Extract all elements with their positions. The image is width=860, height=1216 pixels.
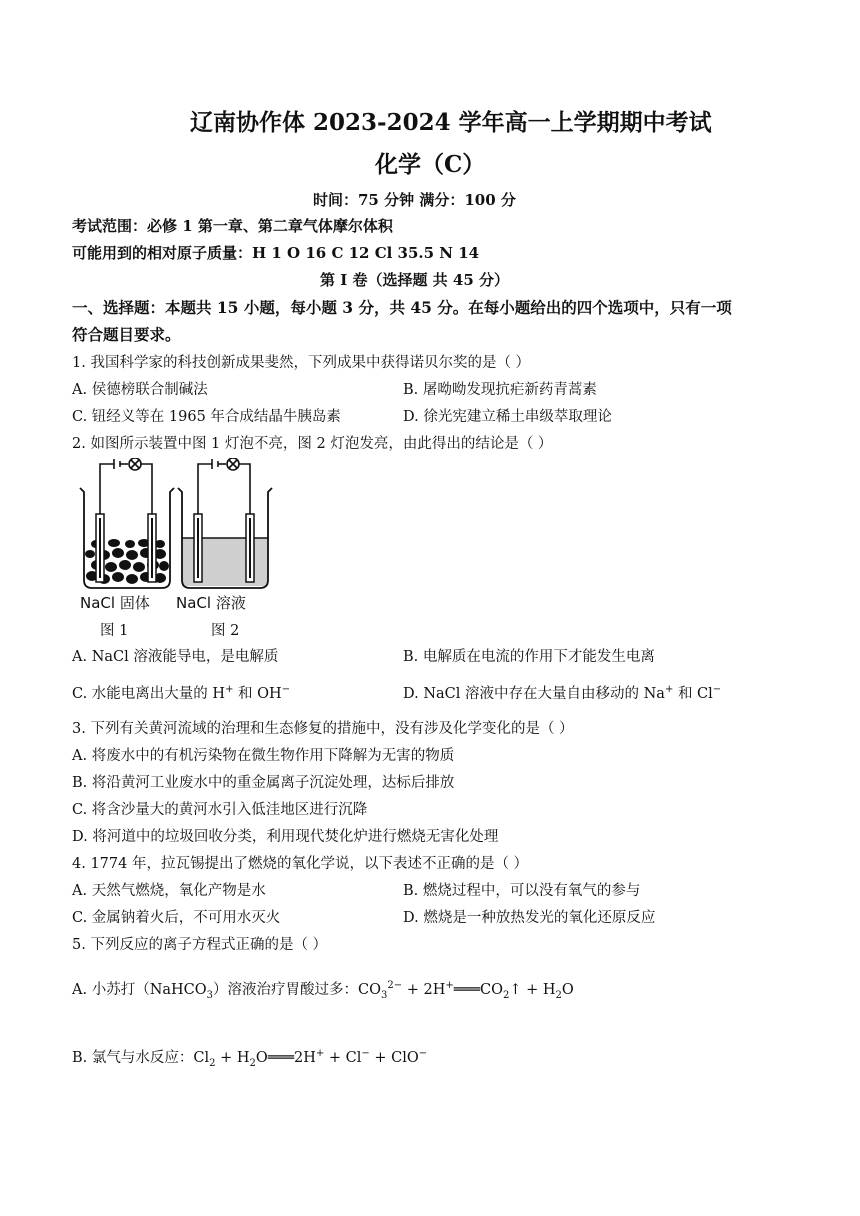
question-4-option-d: D. 燃烧是一种放热发光的氧化还原反应 <box>403 910 656 926</box>
beakers-diagram <box>74 458 274 638</box>
question-2-option-a: A. NaCl 溶液能导电，是电解质 <box>72 649 279 665</box>
atomic-mass-line: 可能用到的相对原子质量：H 1 O 16 C 12 Cl 35.5 N 14 <box>72 244 480 262</box>
question-1-option-c: C. 钮经义等在 1965 年合成结晶牛胰岛素 <box>72 409 341 425</box>
question-2-stem: 2. 如图所示装置中图 1 灯泡不亮，图 2 灯泡发亮，由此得出的结论是（ ） <box>72 436 553 452</box>
figure-2-caption: 图 2 <box>211 623 240 639</box>
question-1-option-a: A. 侯德榜联合制碱法 <box>72 382 208 398</box>
figure-1-caption: 图 1 <box>100 623 129 639</box>
exam-scope: 考试范围：必修 1 第一章、第二章气体摩尔体积 <box>72 217 393 235</box>
figure-1-label: NaCl 固体 <box>80 594 150 612</box>
question-4-stem: 4. 1774 年，拉瓦锡提出了燃烧的氧化学说，以下表述不正确的是（ ） <box>72 856 529 872</box>
question-3-option-a: A. 将废水中的有机污染物在微生物作用下降解为无害的物质 <box>72 748 455 764</box>
question-5-option-a: A. 小苏打（NaHCO$_3$）溶液治疗胃酸过多：$CO_3^{2-}$ + $2H^+═══CO_2↑ + H_2O$ <box>72 980 574 1001</box>
figure-2-circuit <box>198 458 250 516</box>
question-4-option-a: A. 天然气燃烧，氧化产物是水 <box>72 883 266 899</box>
question-4-option-c: C. 金属钠着火后，不可用水灭火 <box>72 910 281 926</box>
question-1-option-b: B. 屠呦呦发现抗疟新药青蒿素 <box>403 382 597 398</box>
question-2-option-c: C. 水能电离出大量的 H+ 和 OH− <box>72 684 291 702</box>
conductivity-figure <box>74 458 274 642</box>
question-5-option-b: B. 氯气与水反应：$Cl_2$ + $H_2O═══2H^+ + Cl^- + ClO^-$ <box>72 1048 428 1069</box>
volume-title: 第 Ⅰ 卷（选择题 共 45 分） <box>320 271 510 289</box>
question-4-option-b: B. 燃烧过程中，可以没有氧气的参与 <box>403 883 641 899</box>
figure-1-circuit <box>100 458 152 516</box>
exam-title: 辽南协作体 2023-2024 学年高一上学期期中考试 <box>190 109 712 136</box>
time-info: 时间：75 分钟 满分：100 分 <box>313 191 516 209</box>
section-instructions-1: 一、选择题：本题共 15 小题，每小题 3 分，共 45 分。在每小题给出的四个选项中，只有一项 <box>72 298 732 317</box>
question-3-stem: 3. 下列有关黄河流域的治理和生态修复的措施中，没有涉及化学变化的是（ ） <box>72 721 574 737</box>
question-3-option-b: B. 将沿黄河工业废水中的重金属离子沉淀处理，达标后排放 <box>72 775 455 791</box>
question-1-stem: 1. 我国科学家的科技创新成果斐然，下列成果中获得诺贝尔奖的是（ ） <box>72 355 531 371</box>
question-1-option-d: D. 徐光宪建立稀土串级萃取理论 <box>403 409 612 425</box>
section-instructions-2: 符合题目要求。 <box>72 325 181 344</box>
figure-2-label: NaCl 溶液 <box>176 594 246 612</box>
question-3-option-d: D. 将河道中的垃圾回收分类，利用现代焚化炉进行燃烧无害化处理 <box>72 829 499 845</box>
subject-title: 化学（C） <box>375 151 486 178</box>
question-3-option-c: C. 将含沙量大的黄河水引入低洼地区进行沉降 <box>72 802 368 818</box>
question-2-option-b: B. 电解质在电流的作用下才能发生电离 <box>403 649 655 665</box>
question-2-option-d: D. NaCl 溶液中存在大量自由移动的 Na+ 和 Cl− <box>403 684 722 702</box>
question-5-stem: 5. 下列反应的离子方程式正确的是（ ） <box>72 937 328 953</box>
